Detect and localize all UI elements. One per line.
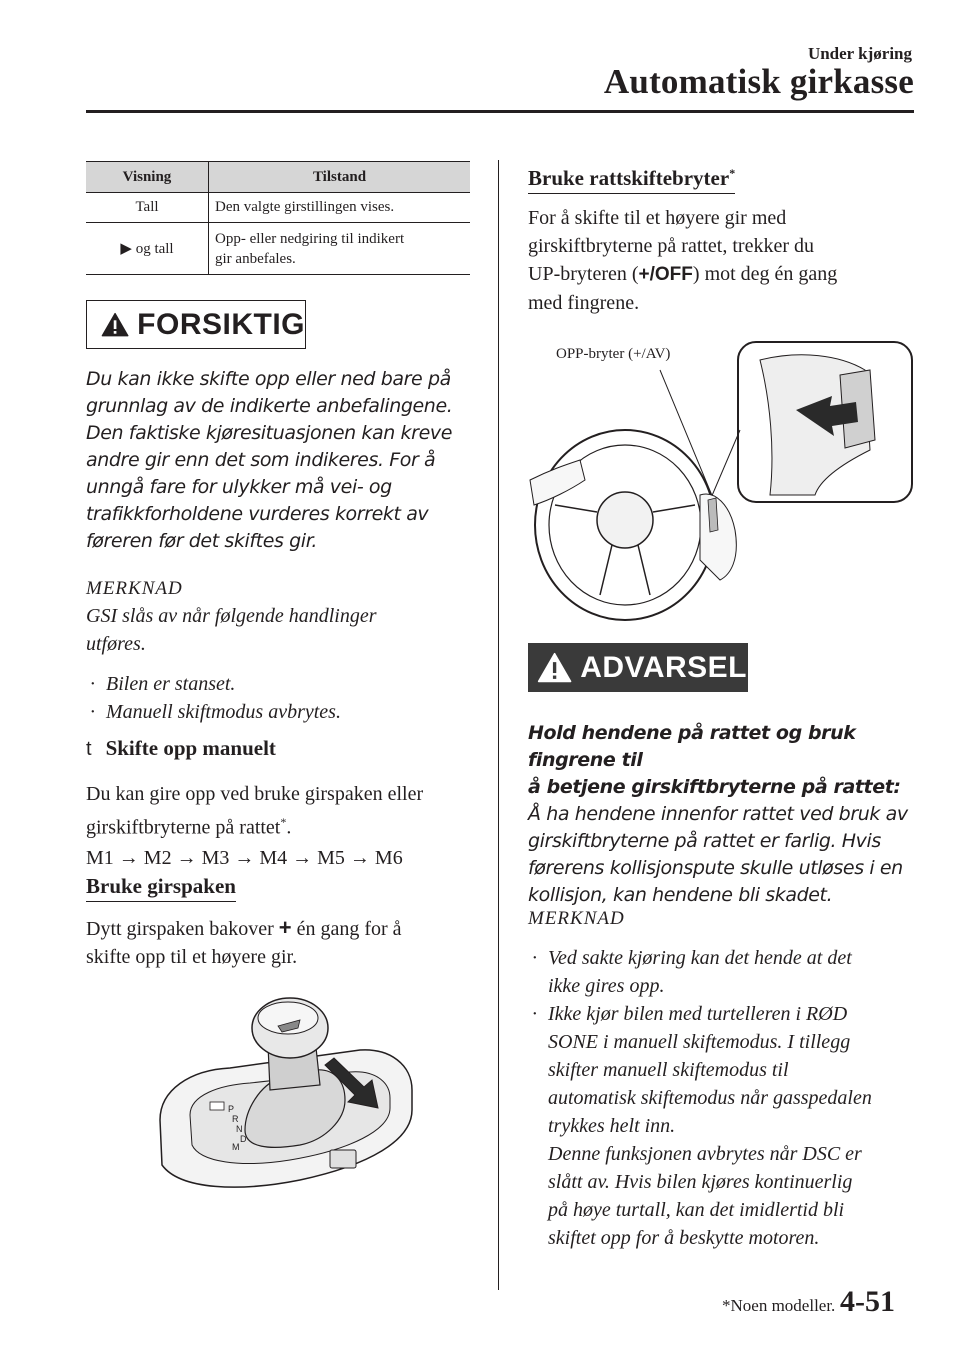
table-header-state: Tilstand: [209, 162, 471, 193]
plus-icon: +: [278, 915, 292, 940]
lever-line-text: én gang for å: [296, 918, 402, 940]
svg-text:N: N: [236, 1124, 243, 1134]
lever-text: [86, 914, 486, 971]
list-item-line: Ved sakte kjøring kan det hende at det: [548, 947, 852, 969]
list-item-line: SONE i manuell skiftemodus. I tillegg: [548, 1031, 851, 1053]
list-item-line: på høye turtall, kan det imidlertid bli: [548, 1199, 845, 1221]
note-line: utføres.: [86, 633, 146, 655]
lever-heading-text: Bruke girspaken: [86, 874, 236, 902]
table-row: [86, 223, 470, 275]
lever-line: [86, 914, 486, 943]
upshift-line: Du kan gire opp ved bruke girspaken eller: [86, 783, 424, 805]
paddle-line: girskiftbryterne på rattet, trekker du: [528, 235, 814, 257]
list-item-text: Manuell skiftmodus avbrytes.: [106, 701, 341, 723]
caution-label: FORSIKTIG: [137, 307, 305, 341]
table-header-row: [86, 162, 470, 193]
list-item-line: skifter manuell skiftemodus til: [548, 1059, 789, 1081]
lever-line: skifte opp til et høyere gir.: [86, 946, 298, 968]
caution-line: unngå fare for ulykker må vei- og: [86, 476, 392, 498]
note-bullets: [528, 944, 918, 1252]
lever-heading: [86, 874, 236, 902]
gear-lever-illustration: [150, 990, 420, 1200]
caution-line: Den faktiske kjøresituasjonen kan kreve: [86, 422, 452, 444]
note-line: GSI slås av når følgende handlinger: [86, 605, 377, 627]
table-cell-display: [86, 223, 209, 275]
svg-text:D: D: [240, 1134, 247, 1144]
warning-bold-line: å betjene girskiftbryterne på rattet:: [528, 776, 901, 798]
warning-triangle-icon: [101, 306, 129, 344]
table-row: [86, 193, 470, 223]
note-title: MERKNAD: [528, 908, 625, 929]
table-header-display: Visning: [86, 162, 209, 193]
table-cell-state: Den valgte girstillingen vises.: [209, 193, 471, 223]
header-rule: [86, 110, 914, 113]
list-item-line: automatisk skiftemodus når gasspedalen: [548, 1087, 872, 1109]
svg-text:M: M: [232, 1142, 240, 1152]
display-table: [86, 161, 470, 275]
caution-text: [86, 366, 486, 555]
warning-line: førerens kollisjonspute skulle utløses i en: [528, 857, 903, 879]
table-cell-state-line: gir anbefales.: [215, 250, 296, 267]
triangle-icon: ▶: [120, 241, 132, 257]
footnote: *Noen modeller.: [722, 1296, 836, 1315]
paddle-line: For å skifte til et høyere gir med: [528, 207, 787, 229]
section-marker: t: [86, 738, 92, 760]
list-item-line: ikke gires opp.: [548, 975, 665, 997]
caution-line: Du kan ikke skifte opp eller ned bare på: [86, 368, 451, 390]
switch-label: +/OFF: [638, 264, 693, 285]
list-item: · Bilen er stanset.: [90, 673, 236, 695]
section-label: Under kjøring: [807, 44, 912, 63]
warning-box: [528, 643, 748, 692]
warning-text: [528, 720, 918, 909]
svg-text:R: R: [232, 1114, 239, 1124]
caution-line: føreren før det skiftes gir.: [86, 530, 317, 552]
paddle-callout-label: OPP-bryter (+/AV): [556, 346, 671, 362]
footnote-asterisk: *: [280, 815, 287, 829]
table-cell-state: [209, 223, 471, 275]
note-bullets: [86, 670, 486, 726]
steering-wheel-illustration: [520, 330, 920, 630]
paddle-line-text: ) mot deg én gang: [692, 263, 838, 285]
upshift-text: [86, 780, 486, 872]
warning-bold-line: Hold hendene på rattet og bruk fingrene til: [528, 722, 856, 771]
list-item-line: skiftet opp for å beskytte motoren.: [548, 1227, 820, 1249]
list-item: · Ikke kjør bilen med turtelleren i RØD SONE i manuell skiftemodus. I tillegg skifter manuell skiftemodus til automatisk skiftemodus når gasspedalen trykkes helt inn. Denne funksjonen avbrytes når DSC er slått av. Hvis bilen kjøres kontinuerlig på høye turtall, kan det imidlertid bli skiftet opp for å beskytte motoren.: [528, 1000, 918, 1252]
page-number: 4-51: [840, 1285, 895, 1318]
paddle-text: [528, 204, 918, 317]
list-item: · Ved sakte kjøring kan det hende at det ikke gires opp.: [528, 944, 918, 1000]
paddle-line: [528, 260, 918, 289]
list-item: · Manuell skiftmodus avbrytes.: [90, 701, 341, 723]
list-item-line: Ikke kjør bilen med turtelleren i RØD: [548, 1003, 848, 1025]
list-item-line: Denne funksjonen avbrytes når DSC er: [548, 1143, 862, 1165]
upshift-heading-text: Skifte opp manuelt: [105, 736, 276, 760]
table-cell-state-line: Opp- eller nedgiring til indikert: [215, 230, 405, 247]
column-divider: [498, 160, 499, 1290]
gear-sequence: M1 → M2 → M3 → M4 → M5 → M6: [86, 846, 403, 869]
lever-line-text: Dytt girspaken bakover: [86, 918, 274, 940]
note-title: MERKNAD: [86, 578, 183, 599]
table-cell-display: Tall: [86, 193, 209, 223]
page-title: Automatisk girkasse: [603, 62, 914, 101]
upshift-line: [86, 808, 486, 842]
upshift-period: .: [286, 816, 292, 839]
upshift-heading: [86, 736, 276, 761]
upshift-line-text: girskiftbryterne på rattet: [86, 816, 281, 839]
footnote-asterisk: *: [729, 166, 736, 180]
warning-line: Å ha hendene innenfor rattet ved bruk av: [528, 803, 908, 825]
caution-line: trafikkforholdene vurderes korrekt av: [86, 503, 429, 525]
warning-line: kollisjon, kan hendene bli skadet.: [528, 884, 833, 906]
paddle-line: med fingrene.: [528, 292, 640, 314]
svg-text:P: P: [228, 1104, 235, 1114]
list-item-text: Bilen er stanset.: [106, 673, 236, 695]
paddle-heading-text: [528, 166, 735, 194]
caution-box: [86, 300, 306, 349]
list-item-line: slått av. Hvis bilen kjøres kontinuerlig: [548, 1171, 853, 1193]
paddle-heading-label: Bruke rattskiftebryter: [528, 166, 730, 190]
warning-line: girskiftbryterne på rattet er farlig. Hvis: [528, 830, 881, 852]
table-cell-display-text: og tall: [135, 241, 174, 257]
warning-triangle-icon: [537, 649, 572, 687]
paddle-heading: [528, 166, 735, 194]
list-item-line: trykkes helt inn.: [548, 1115, 676, 1137]
caution-line: grunnlag av de indikerte anbefalingene.: [86, 395, 453, 417]
caution-line: andre gir enn det som indikeres. For å: [86, 449, 436, 471]
note-text: [86, 602, 486, 658]
warning-label: ADVARSEL: [580, 650, 747, 684]
paddle-line-text: UP-bryteren (: [528, 263, 639, 285]
